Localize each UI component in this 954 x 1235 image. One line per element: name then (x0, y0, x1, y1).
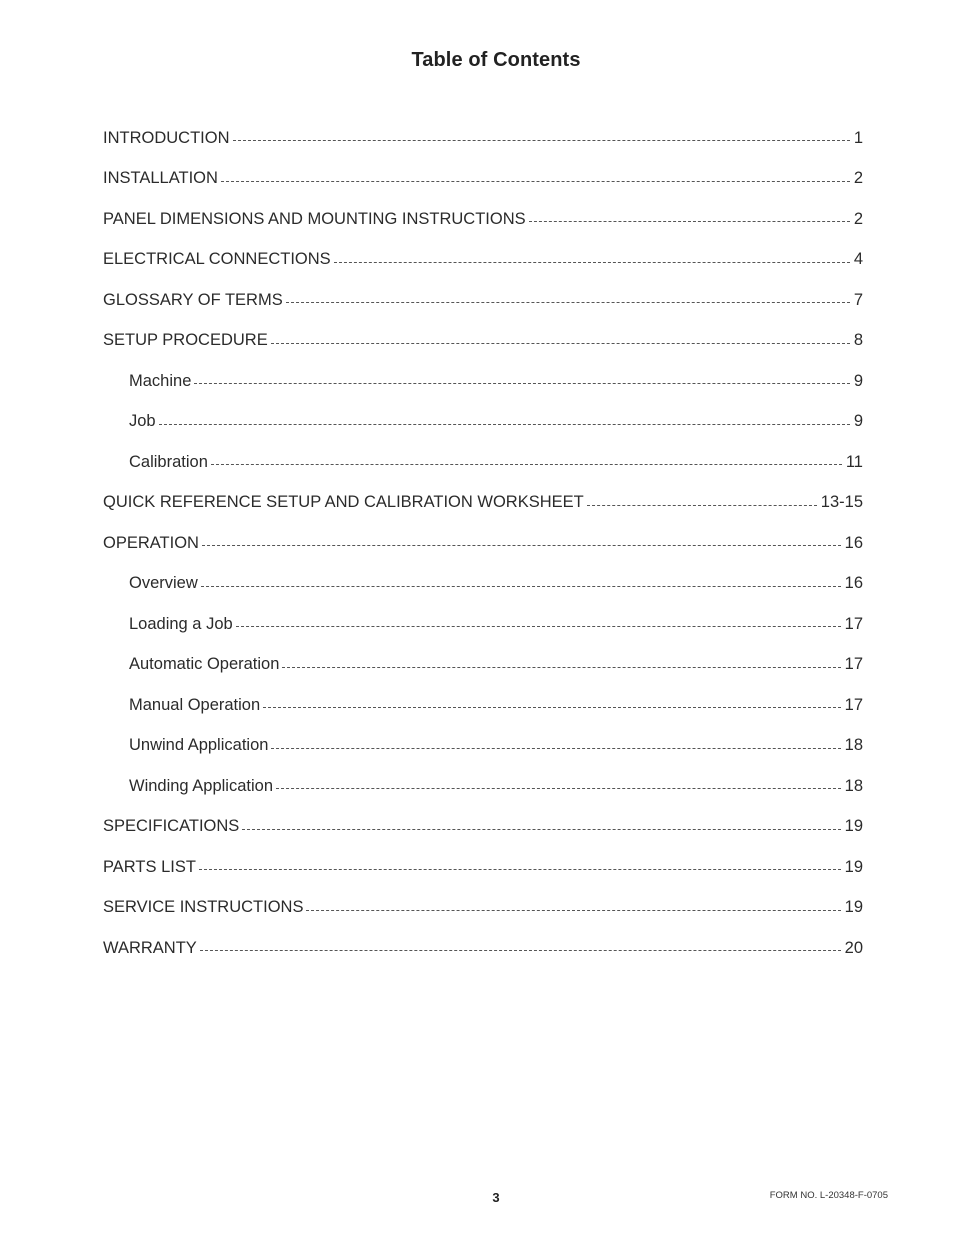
toc-entry[interactable] (103, 442, 863, 483)
toc-leader-dashes (529, 220, 850, 222)
toc-entry-label: SETUP PROCEDURE (103, 331, 268, 350)
toc-entry-label: QUICK REFERENCE SETUP AND CALIBRATION WORKSHEET (103, 493, 584, 512)
toc-entry-page: 4 (853, 250, 863, 269)
toc-leader-dashes (233, 139, 850, 141)
toc-entry[interactable] (103, 483, 863, 524)
toc-entry-page: 2 (853, 209, 863, 228)
toc-entry-label: PANEL DIMENSIONS AND MOUNTING INSTRUCTIONS (103, 209, 526, 228)
toc-entry-label: Machine (129, 371, 192, 390)
toc-entry[interactable] (103, 807, 863, 848)
toc-entry-label: GLOSSARY OF TERMS (103, 290, 283, 309)
page-number: 3 (492, 1190, 500, 1205)
toc-entry-page: 19 (844, 857, 863, 876)
toc-entry-label: ELECTRICAL CONNECTIONS (103, 250, 331, 269)
toc-leader-dashes (159, 423, 850, 425)
toc-leader-dashes (286, 301, 850, 303)
toc-leader-dashes (276, 787, 841, 789)
toc-entry[interactable] (103, 321, 863, 362)
toc-entry-page: 1 (853, 128, 863, 147)
toc-leader-dashes (263, 706, 840, 708)
toc-entry-page: 17 (844, 655, 863, 674)
toc-entry-page: 17 (844, 695, 863, 714)
page-title: Table of Contents (411, 49, 581, 72)
toc-entry-label: INSTALLATION (103, 169, 218, 188)
toc-entry-page: 19 (844, 817, 863, 836)
toc-leader-dashes (271, 342, 850, 344)
toc-leader-dashes (271, 747, 840, 749)
toc-entry-page: 16 (844, 574, 863, 593)
toc-entry[interactable] (103, 604, 863, 645)
toc-leader-dashes (201, 585, 841, 587)
toc-entry[interactable] (103, 766, 863, 807)
toc-entry-page: 18 (844, 736, 863, 755)
toc-leader-dashes (202, 544, 841, 546)
toc-leader-dashes (282, 666, 840, 668)
toc-leader-dashes (334, 261, 850, 263)
toc-entry-page: 8 (853, 331, 863, 350)
toc-entry-label: Unwind Application (129, 736, 269, 755)
toc-entry[interactable] (103, 564, 863, 605)
toc-entry[interactable] (103, 645, 863, 686)
toc-leader-dashes (211, 463, 842, 465)
toc-entry[interactable] (103, 159, 863, 200)
toc-entry-label: OPERATION (103, 533, 199, 552)
toc-entry-page: 17 (844, 614, 863, 633)
toc-leader-dashes (587, 504, 817, 506)
toc-leader-dashes (221, 180, 850, 182)
toc-entry[interactable] (103, 928, 863, 969)
toc-entry[interactable] (103, 685, 863, 726)
toc-entry-page: 2 (853, 169, 863, 188)
table-of-contents (103, 118, 863, 969)
toc-entry-label: SERVICE INSTRUCTIONS (103, 898, 304, 917)
toc-entry[interactable] (103, 888, 863, 929)
toc-leader-dashes (236, 625, 841, 627)
toc-entry-page: 13-15 (820, 493, 863, 512)
toc-leader-dashes (194, 382, 849, 384)
toc-entry[interactable] (103, 118, 863, 159)
toc-entry[interactable] (103, 361, 863, 402)
toc-entry[interactable] (103, 847, 863, 888)
toc-leader-dashes (200, 949, 841, 951)
toc-entry-page: 20 (844, 938, 863, 957)
toc-leader-dashes (242, 828, 840, 830)
toc-entry-label: Job (129, 412, 156, 431)
toc-entry-page: 11 (845, 452, 863, 471)
toc-entry-page: 16 (844, 533, 863, 552)
toc-leader-dashes (306, 909, 840, 911)
toc-entry-label: Loading a Job (129, 614, 233, 633)
toc-entry-label: PARTS LIST (103, 857, 196, 876)
toc-entry-label: Calibration (129, 452, 208, 471)
toc-entry[interactable] (103, 726, 863, 767)
toc-entry-page: 18 (844, 776, 863, 795)
toc-entry[interactable] (103, 240, 863, 281)
toc-entry-label: Overview (129, 574, 198, 593)
toc-entry-label: INTRODUCTION (103, 128, 230, 147)
toc-entry[interactable] (103, 199, 863, 240)
toc-entry-label: Winding Application (129, 776, 274, 795)
toc-entry[interactable] (103, 402, 863, 443)
toc-entry[interactable] (103, 280, 863, 321)
form-number: FORM NO. L-20348-F-0705 (769, 1190, 888, 1201)
toc-entry-page: 7 (853, 290, 863, 309)
toc-entry-page: 9 (853, 412, 863, 431)
toc-entry-page: 9 (853, 371, 863, 390)
toc-entry-label: Automatic Operation (129, 655, 280, 674)
toc-entry-label: Manual Operation (129, 695, 261, 714)
toc-entry-label: WARRANTY (103, 938, 197, 957)
toc-entry-page: 19 (844, 898, 863, 917)
toc-entry-label: SPECIFICATIONS (103, 817, 240, 836)
toc-entry[interactable] (103, 523, 863, 564)
toc-leader-dashes (199, 868, 841, 870)
